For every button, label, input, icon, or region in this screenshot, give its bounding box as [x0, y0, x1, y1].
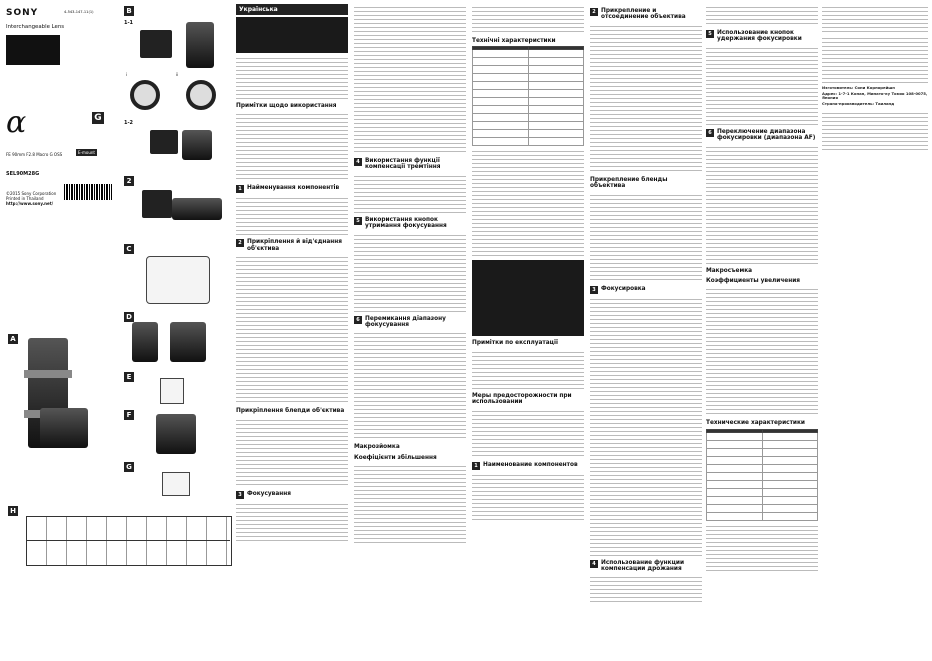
figure-label: H [8, 506, 18, 516]
section-title: Прикріплення блепди об'єктива [236, 408, 345, 415]
figure-b-sublabel: 1-1 [124, 20, 134, 26]
part-code: 4-543-147-11(1) [64, 10, 94, 14]
body-text [472, 4, 584, 34]
section-title: Переключение диапазона фокусировки (диапазона AF) [717, 128, 816, 142]
russian-column [590, 4, 702, 656]
body-text [354, 330, 466, 440]
section-heading [236, 185, 348, 193]
ukrainian-column [236, 4, 348, 656]
sony-url: http://www.sony.net/ [6, 201, 54, 206]
body-text [472, 349, 584, 389]
body-text [354, 232, 466, 312]
warning-block [472, 260, 584, 336]
section-heading [706, 420, 818, 426]
section-number: 4 [590, 560, 598, 568]
body-text [236, 55, 348, 99]
product-type: Interchangeable Lens [6, 24, 65, 30]
body-text [706, 286, 818, 416]
figure-mark: ii [176, 72, 179, 77]
brand-logo: SONY [6, 8, 39, 18]
section-heading [354, 444, 466, 450]
figure-label: C [124, 244, 134, 254]
section-number: 5 [706, 30, 714, 38]
body-text [236, 501, 348, 541]
section-title: Использование функции компенсации дрожания [601, 559, 685, 573]
distance-scale-diagram [26, 516, 232, 566]
switch-illustration [162, 472, 190, 496]
lens-illustration [186, 22, 214, 68]
lens-ring [24, 370, 72, 378]
model-number: SEL90M28G [6, 171, 40, 177]
section-number: 4 [354, 158, 362, 166]
spec-column [472, 4, 584, 656]
section-heading [590, 560, 702, 573]
section-title: Примітки щодо використання [236, 103, 337, 109]
body-text [472, 408, 584, 458]
russian-column-2 [706, 4, 818, 656]
section-heading [236, 408, 348, 414]
section-title: Макросъемка [706, 267, 753, 274]
lens-illustration-d [132, 322, 158, 362]
section-heading [706, 268, 818, 274]
lens-hood-illustration [146, 256, 210, 304]
section-heading [354, 316, 466, 329]
country-of-origin: Страна-производитель: Таиланд [822, 100, 895, 106]
section-title: Використання кнопок утримання фокусування [365, 216, 447, 230]
body-text [472, 472, 584, 522]
body-text [822, 4, 928, 34]
section-heading [472, 462, 584, 470]
section-title: Прикрепление и отсоединение объектива [601, 8, 686, 21]
warning-block [236, 17, 348, 53]
section-heading [472, 393, 584, 406]
barcode [64, 184, 112, 200]
section-number: 3 [590, 286, 598, 294]
section-title: Использование кнопок удержания фокусировки [717, 30, 802, 43]
spec-table [472, 46, 584, 146]
lens-illustration-a2 [40, 408, 88, 448]
section-number: 1 [236, 185, 244, 193]
section-title: Прикрепление бленды объектива [590, 176, 668, 190]
section-title: Перемикання діапазону фокусування [365, 315, 446, 329]
figure-label: D [124, 312, 134, 322]
spec-table [706, 429, 818, 521]
figure-label: E [124, 372, 134, 382]
section-title: Найменування компонентів [247, 185, 340, 192]
camera-illustration [150, 130, 178, 154]
section-number: 2 [590, 8, 598, 16]
section-title: Технічні характеристики [472, 38, 556, 44]
manufacturer-address: Адрес: 1-7-1 Конан, Минато-ку Токио 108-0075, Япония [822, 90, 928, 101]
section-heading [236, 103, 348, 109]
body-text [706, 523, 818, 573]
section-heading [354, 217, 466, 230]
lens-rear-cap [130, 80, 160, 110]
section-title: Макрозйомка [354, 444, 400, 451]
camera-illustration [142, 190, 172, 218]
section-title: Прикріплення й від'єднання об'єктива [247, 239, 343, 252]
copyright: ©2015 Sony Corporation [6, 191, 57, 196]
manufacturer: Изготовитель: Сони Корпорейшн [822, 85, 895, 90]
body-text [706, 45, 818, 125]
body-text [472, 148, 584, 258]
figure-b-sublabel: 1-2 [124, 120, 134, 126]
focus-switch-illustration [160, 378, 184, 404]
section-heading [236, 491, 348, 499]
body-text [354, 173, 466, 213]
section-heading [354, 158, 466, 171]
body-text [590, 192, 702, 282]
figure-label: G [124, 462, 134, 472]
scale-baseline [26, 540, 230, 541]
lens-illustration [182, 130, 212, 160]
section-heading [706, 129, 818, 142]
section-number: 1 [472, 462, 480, 470]
body-text [822, 110, 928, 150]
alpha-logo: α [6, 105, 27, 140]
figure-label: F [124, 410, 134, 420]
section-title: Фокусировка [601, 285, 646, 292]
body-text [590, 574, 702, 604]
section-title: Меры предосторожности при использовании [472, 392, 572, 406]
section-heading [706, 278, 818, 284]
figure-label: B [124, 6, 134, 16]
section-number: 6 [354, 316, 362, 324]
g-badge: G [92, 112, 104, 124]
lens-front-cap [186, 80, 216, 110]
section-title: Примітки по експлуатації [472, 340, 558, 347]
section-title: Наименование компонентов [483, 461, 578, 468]
section-heading [472, 38, 584, 44]
section-heading [236, 239, 348, 252]
body-text [236, 254, 348, 404]
section-title: Коэффициенты увеличения [706, 278, 801, 285]
e-mount-badge: E-mount [78, 150, 95, 155]
body-text [354, 4, 466, 154]
russian-column-3 [822, 4, 928, 656]
section-title: Використання функції компенсації тремтіння [365, 158, 441, 171]
section-heading [590, 177, 702, 190]
body-text [706, 4, 818, 26]
section-heading [472, 340, 584, 346]
body-text [236, 417, 348, 487]
section-number: 3 [236, 491, 244, 499]
body-text [236, 195, 348, 235]
lens-name: FE 90mm F2.8 Macro G OSS [6, 152, 63, 157]
section-heading [590, 286, 702, 294]
lens-illustration [172, 198, 222, 220]
section-number: 5 [354, 217, 362, 225]
body-text [354, 463, 466, 543]
body-text [590, 296, 702, 556]
section-number: 6 [706, 129, 714, 137]
language-title: Українська [236, 4, 348, 15]
section-title: Технические характеристики [706, 420, 805, 427]
section-heading [354, 455, 466, 461]
figure-mark: i [126, 72, 128, 77]
body-text [822, 35, 928, 85]
section-title: Коефіцієнти збільшення [354, 454, 437, 461]
printed-in: Printed in Thailand [6, 196, 44, 201]
language-block [6, 35, 60, 65]
body-text [706, 144, 818, 264]
figure-label: 2 [124, 176, 134, 186]
section-heading [590, 8, 702, 21]
body-text [590, 23, 702, 173]
lens-illustration-d2 [170, 322, 206, 362]
ukrainian-column-2 [354, 4, 466, 656]
body-text [236, 111, 348, 181]
section-number: 2 [236, 239, 244, 247]
section-heading [706, 30, 818, 43]
camera-illustration [140, 30, 172, 58]
lens-illustration-f [156, 414, 196, 454]
figure-label: A [8, 334, 18, 344]
section-title: Фокусування [247, 490, 291, 497]
